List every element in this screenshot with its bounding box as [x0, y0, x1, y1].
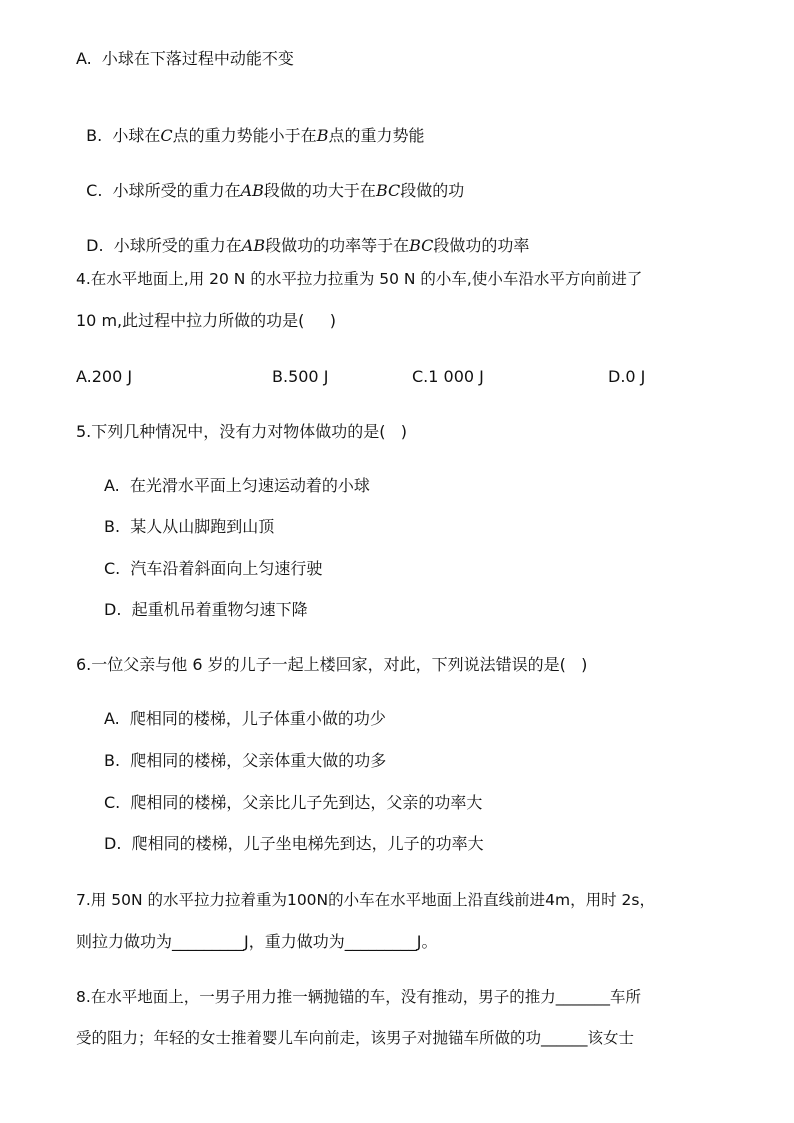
q6-option-b: B. 爬相同的楼梯，父亲体重大做的功多: [104, 751, 387, 770]
q3-option-c-text-3: 段做的功: [400, 181, 465, 200]
q3-option-a: A. 小球在下落过程中动能不变: [76, 49, 294, 68]
segment-ab-label: AB: [240, 181, 264, 200]
q3-option-b: [76, 103, 424, 147]
q3-option-c-text-1: C. 小球所受的重力在: [86, 181, 241, 200]
q7-stem-line-2: 则拉力做功为_________J，重力做功为_________J。: [76, 932, 438, 951]
q3-option-c-text-2: 段做的功大于在: [263, 181, 376, 200]
q8-stem-line-1: 8.在水平地面上，一男子用力推一辆抛锚的车，没有推动，男子的推力_______车所: [76, 988, 642, 1006]
q5-option-d: D. 起重机吊着重物匀速下降: [104, 600, 308, 619]
segment-bc-label: BC: [375, 181, 401, 200]
q4-stem-line-1: 4.在水平地面上,用 20 N 的水平拉力拉重为 50 N 的小车,使小车沿水平方向前进了: [76, 270, 643, 288]
q5-option-b: B. 某人从山脚跑到山顶: [104, 517, 275, 536]
q4-stem-line-2: 10 m,此过程中拉力所做的功是( ): [76, 311, 337, 330]
point-b-label: B: [316, 126, 329, 145]
q6-option-a: A. 爬相同的楼梯，儿子体重小做的功少: [104, 709, 386, 728]
q5-option-c: C. 汽车沿着斜面向上匀速行驶: [104, 559, 323, 578]
q6-stem: 6.一位父亲与他 6 岁的儿子一起上楼回家，对此，下列说法错误的是( ): [76, 655, 588, 674]
q4-option-d: D.0 J: [608, 367, 646, 386]
q3-option-c: [76, 158, 464, 202]
q6-option-c: C. 爬相同的楼梯，父亲比儿子先到达，父亲的功率大: [104, 793, 483, 812]
q7-stem-line-1: 7.用 50N 的水平拉力拉着重为100N的小车在水平地面上沿直线前进4m，用时 2s，: [76, 891, 655, 909]
q4-option-b: B.500 J: [272, 367, 329, 386]
q8-stem-line-2: 受的阻力；年轻的女士推着婴儿车向前走，该男子对抛锚车所做的功______该女士: [76, 1029, 635, 1047]
q4-option-a: A.200 J: [76, 367, 133, 386]
segment-bc-label: BC: [409, 236, 434, 255]
q3-option-d-text-3: 段做功的功率: [433, 236, 530, 255]
point-c-label: C: [160, 126, 173, 145]
q5-option-a: A. 在光滑水平面上匀速运动着的小球: [104, 476, 370, 495]
q3-option-d-text-2: 段做功的功率等于在: [265, 236, 410, 255]
q5-stem: 5.下列几种情况中，没有力对物体做功的是( ): [76, 422, 408, 441]
q3-option-d: [76, 213, 529, 257]
q3-option-d-text-1: D. 小球所受的重力在: [86, 236, 242, 255]
q3-option-b-text-3: 点的重力势能: [328, 126, 425, 145]
q6-option-d: D. 爬相同的楼梯，儿子坐电梯先到达，儿子的功率大: [104, 834, 484, 853]
q3-option-b-text-1: B. 小球在: [86, 126, 161, 145]
q4-option-c: C.1 000 J: [412, 367, 484, 386]
segment-ab-label: AB: [241, 236, 266, 255]
q3-option-b-text-2: 点的重力势能小于在: [172, 126, 317, 145]
